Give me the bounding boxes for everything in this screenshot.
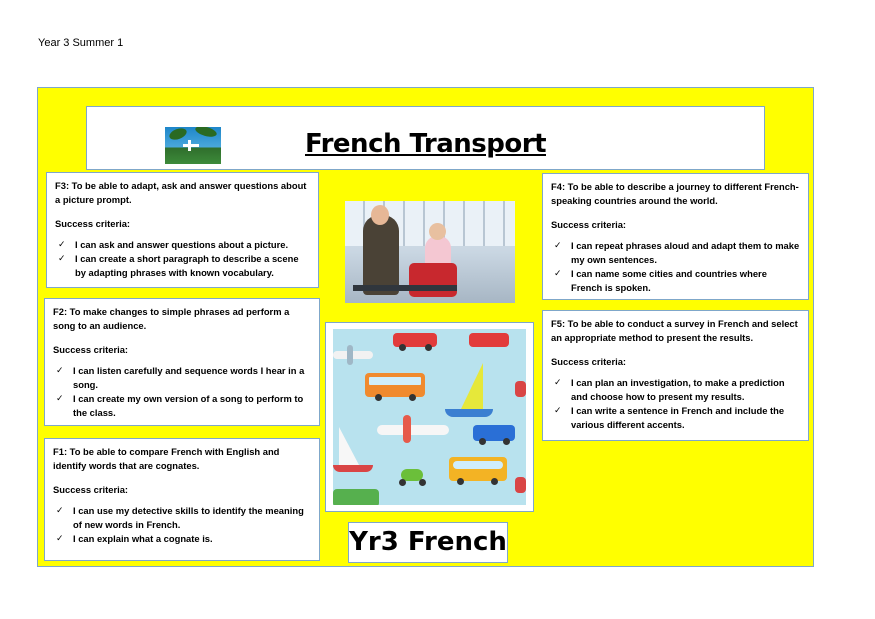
success-criteria-heading: Success criteria: [551,356,627,367]
transport-pattern-frame [325,322,534,512]
objective-goal: F5: To be able to conduct a survey in French and select an appropriate method to present the results. [551,318,798,343]
criteria-item: ✓ I can plan an investigation, to make a prediction and choose how to present my results. [554,377,785,402]
success-criteria-heading: Success criteria: [53,484,129,495]
title-banner [86,106,765,170]
criteria-item: ✓ I can use my detective skills to identify the meaning of new words in French. [56,505,304,530]
success-criteria-heading: Success criteria: [53,344,129,355]
checkmark-icon: ✓ [554,269,562,279]
family-airport-photo [345,201,515,303]
success-criteria-heading: Success criteria: [551,219,627,230]
objective-box-f3 [46,172,319,288]
criteria-item: ✓ I can ask and answer questions about a picture. [58,239,289,250]
criteria-item: ✓ I can create my own version of a song to perform to the class. [56,393,304,418]
year-french-badge: Yr3 French [348,522,508,563]
criteria-list [53,364,311,420]
criteria-item: ✓ I can name some cities and countries where French is spoken. [554,268,767,293]
checkmark-icon: ✓ [56,366,64,376]
transport-pattern-image [333,329,526,505]
document-header-label: Year 3 Summer 1 [38,37,124,49]
criteria-item: ✓ I can create a short paragraph to describe a scene by adapting phrases with known vocabulary. [58,253,299,278]
objective-goal: F4: To be able to describe a journey to different French-speaking countries around the world. [551,181,799,206]
criteria-item: ✓ I can repeat phrases aloud and adapt them to make my own sentences. [554,240,800,265]
checkmark-icon: ✓ [56,534,64,544]
objective-box-f4 [542,173,809,300]
checkmark-icon: ✓ [56,506,64,516]
checkmark-icon: ✓ [554,406,562,416]
checkmark-icon: ✓ [56,394,64,404]
checkmark-icon: ✓ [554,378,562,388]
criteria-item: ✓ I can write a sentence in French and include the various different accents. [554,405,785,430]
objective-goal: F2: To make changes to simple phrases ad perform a song to an audience. [53,306,290,331]
checkmark-icon: ✓ [554,241,562,251]
checkmark-icon: ✓ [58,254,66,264]
success-criteria-heading: Success criteria: [55,218,131,229]
criteria-list [55,238,310,280]
objective-box-f2 [44,298,320,426]
criteria-item: ✓ I can explain what a cognate is. [56,533,213,544]
checkmark-icon: ✓ [58,240,66,250]
objective-goal: F3: To be able to adapt, ask and answer questions about a picture prompt. [55,180,307,205]
criteria-list [551,376,800,432]
objective-box-f5 [542,310,809,441]
objective-box-f1 [44,438,320,561]
objective-goal: F1: To be able to compare French with English and identify words that are cognates. [53,446,280,471]
criteria-item: ✓ I can listen carefully and sequence words I hear in a song. [56,365,305,390]
poster [37,87,814,567]
criteria-list [551,239,800,295]
criteria-list [53,504,311,546]
poster-title: French Transport [305,129,546,159]
